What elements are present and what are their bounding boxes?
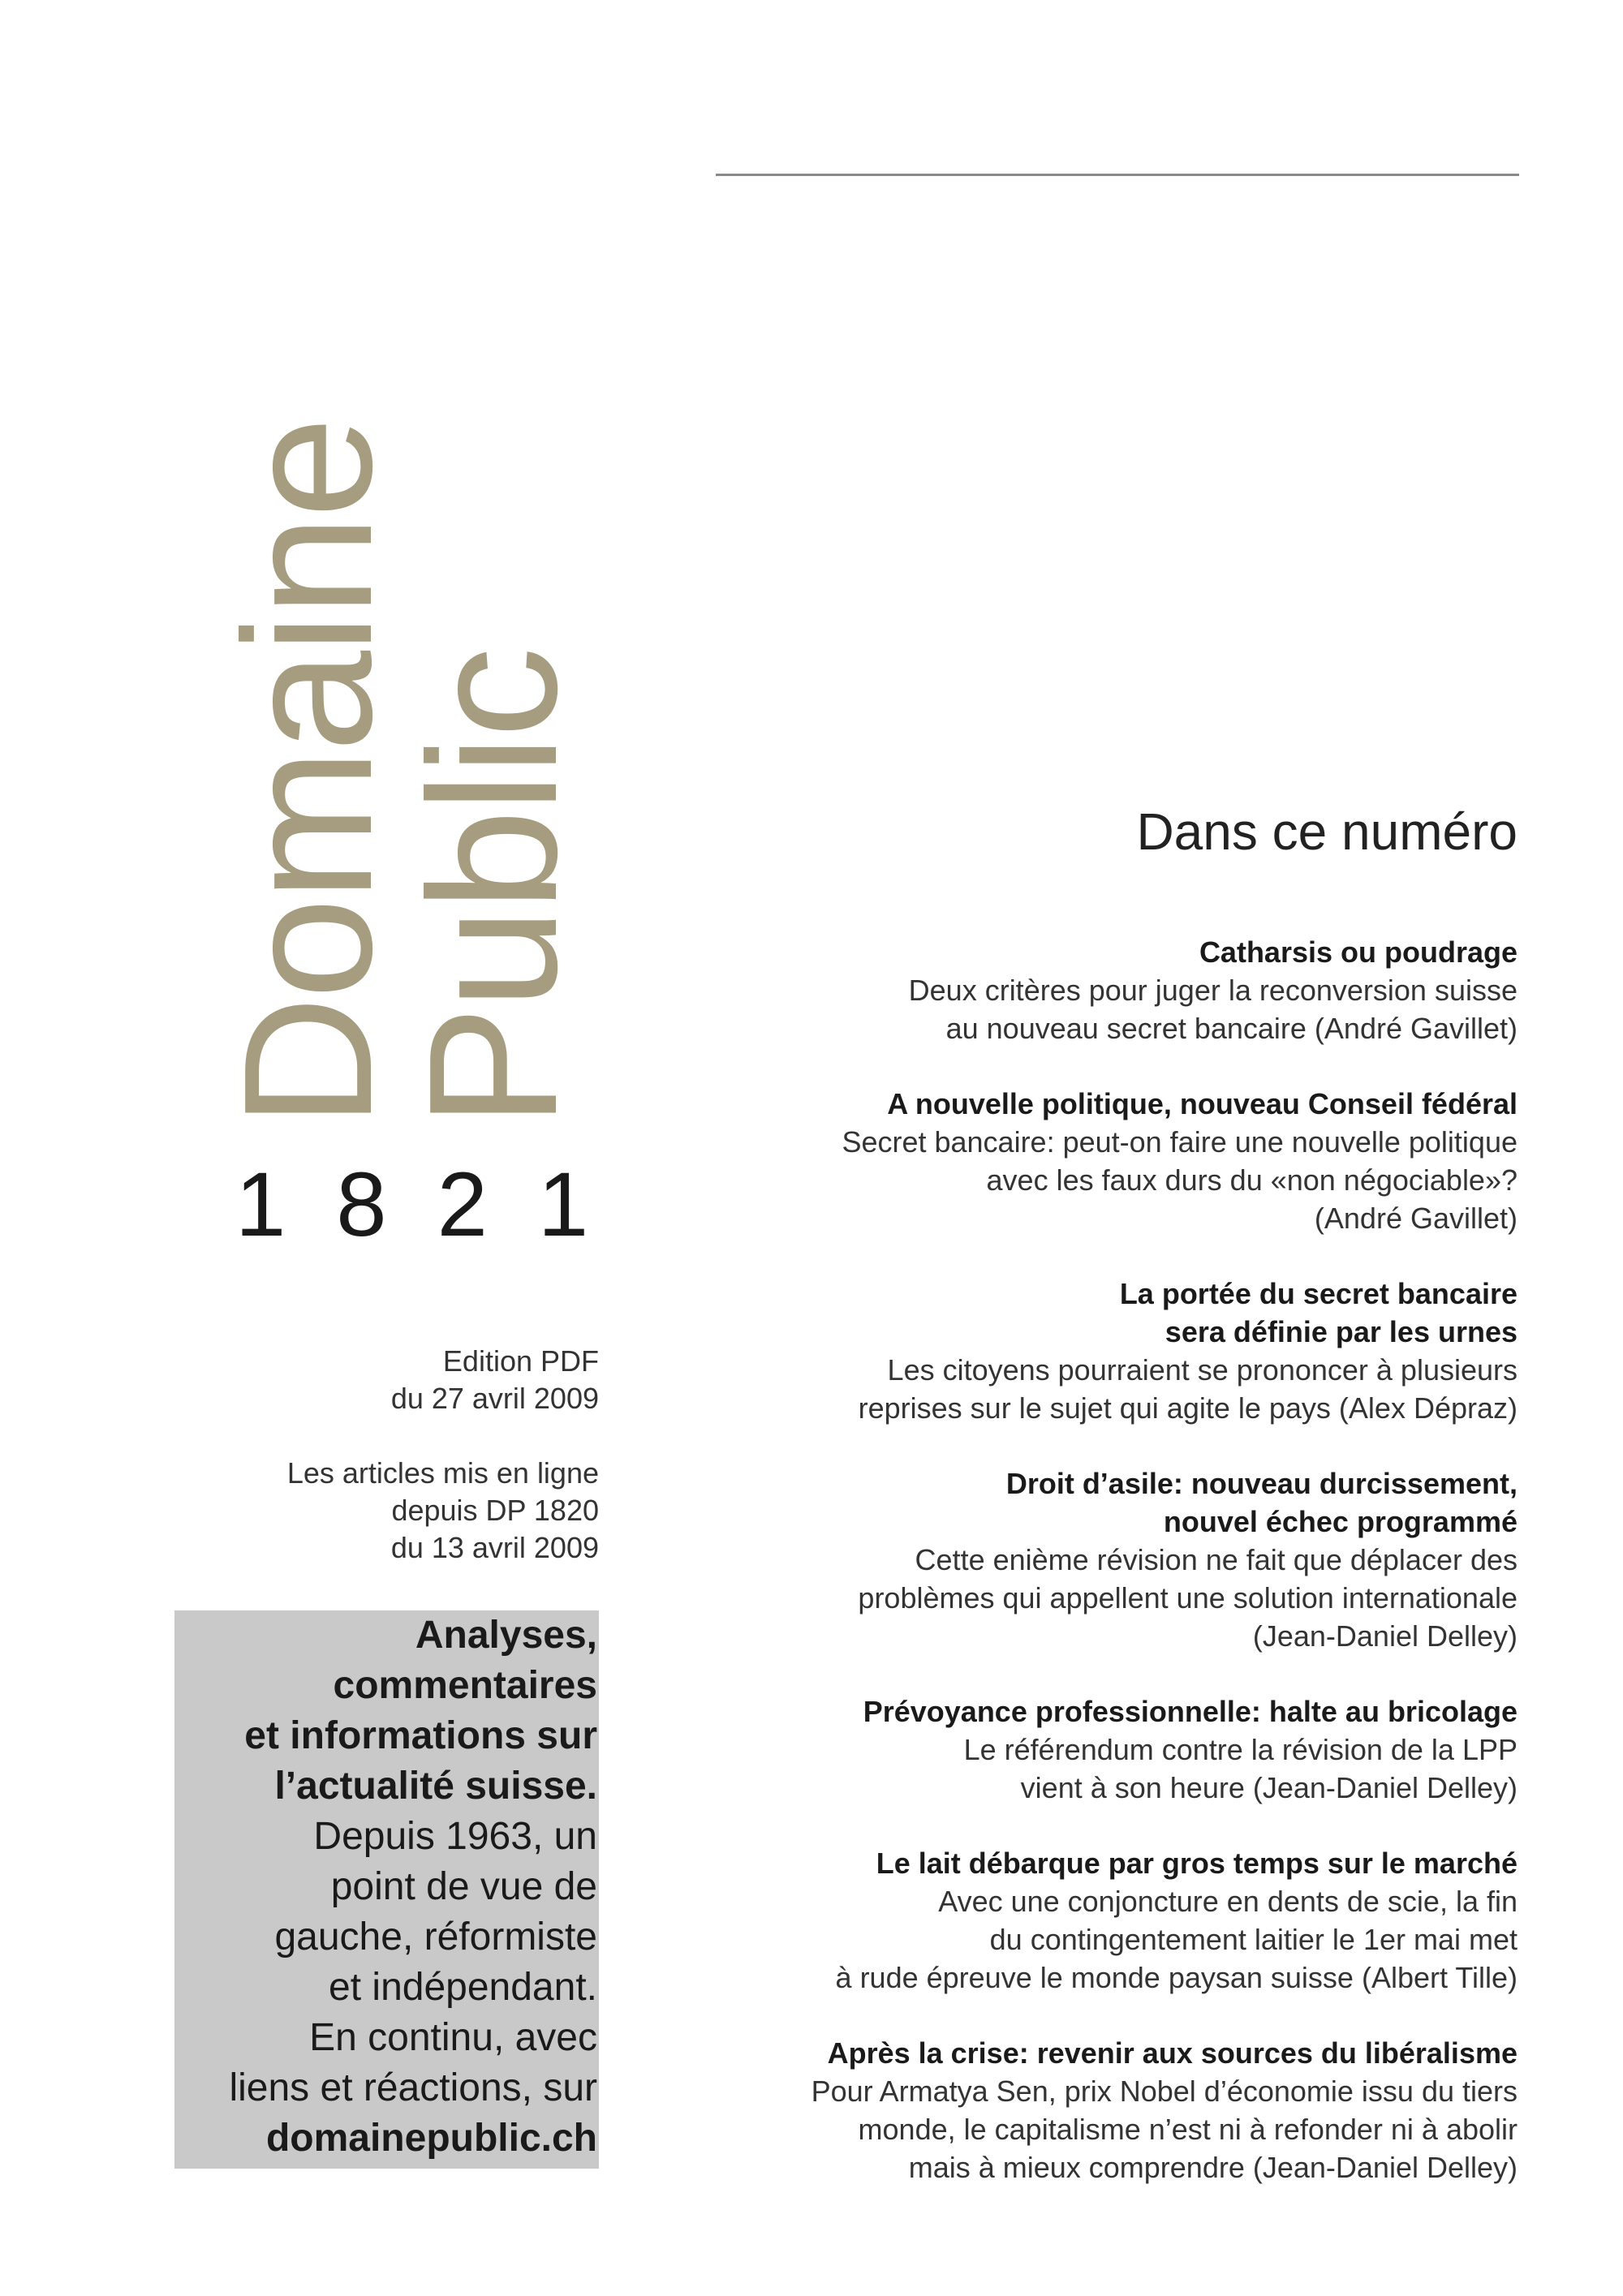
table-of-contents: [706, 933, 1518, 2224]
toc-item-description: du contingentement laitier le 1er mai met: [989, 1923, 1518, 1956]
toc-item[interactable]: [706, 1692, 1518, 1807]
articles-since: depuis DP 1820: [391, 1494, 599, 1527]
toc-item[interactable]: [706, 1275, 1518, 1427]
tagline-bold-line: commentaires: [333, 1664, 597, 1707]
tagline-bold-line: Analyses,: [415, 1614, 597, 1657]
masthead-title-line-1: Domaine: [205, 419, 410, 1128]
edition-label: Edition PDF: [442, 1344, 599, 1378]
toc-item-heading: Droit d’asile: nouveau durcissement,: [1005, 1467, 1518, 1500]
toc-item-heading: Catharsis ou poudrage: [1199, 935, 1518, 969]
tagline-line: En continu, avec: [309, 2016, 597, 2059]
toc-item-description: mais à mieux comprendre (Jean-Daniel Delley): [908, 2151, 1518, 2184]
tagline-bold-line: et informations sur: [244, 1714, 597, 1757]
toc-item-heading: Prévoyance professionnelle: halte au bricolage: [863, 1695, 1518, 1728]
toc-item-description: Le référendum contre la révision de la LPP: [963, 1733, 1518, 1766]
header-rule: [716, 174, 1519, 176]
toc-item[interactable]: [706, 933, 1518, 1047]
toc-item[interactable]: [706, 1844, 1518, 1997]
articles-date: du 13 avril 2009: [390, 1531, 599, 1564]
toc-item-heading: Après la crise: revenir aux sources du libéralisme: [827, 2036, 1518, 2070]
toc-item-description: vient à son heure (Jean-Daniel Delley): [1020, 1771, 1518, 1804]
toc-item[interactable]: [706, 1085, 1518, 1237]
website-link[interactable]: domainepublic.ch: [265, 2117, 597, 2160]
tagline-bold-line: l’actualité suisse.: [274, 1765, 597, 1808]
toc-item-heading: Le lait débarque par gros temps sur le marché: [876, 1847, 1518, 1880]
tagline-box: [174, 1610, 599, 2169]
masthead-title-line-2: Public: [390, 650, 595, 1128]
toc-item-description: Pour Armatya Sen, prix Nobel d’économie issu du tiers: [811, 2075, 1518, 2108]
toc-item-description: problèmes qui appellent une solution internationale: [858, 1581, 1518, 1615]
toc-item-description: (Jean-Daniel Delley): [1252, 1619, 1518, 1653]
edition-date: du 27 avril 2009: [390, 1382, 599, 1415]
toc-item-description: monde, le capitalisme n’est ni à refonder ni à abolir: [858, 2113, 1518, 2146]
toc-item[interactable]: [706, 2034, 1518, 2186]
toc-title: Dans ce numéro: [1136, 802, 1518, 861]
toc-item-description: Les citoyens pourraient se prononcer à plusieurs: [887, 1353, 1518, 1387]
toc-item-description: Deux critères pour juger la reconversion suisse: [908, 974, 1518, 1007]
edition-info: [226, 1343, 599, 1567]
toc-item-description: Secret bancaire: peut-on faire une nouvelle politique: [842, 1125, 1518, 1159]
tagline-line: gauche, réformiste: [274, 1915, 597, 1958]
articles-label: Les articles mis en ligne: [286, 1456, 599, 1490]
toc-item-description: (André Gavillet): [1314, 1202, 1518, 1235]
toc-item-description: Avec une conjoncture en dents de scie, la fin: [938, 1885, 1518, 1918]
toc-item-description: à rude épreuve le monde paysan suisse (Albert Tille): [835, 1961, 1518, 1994]
tagline-line: Depuis 1963, un: [313, 1815, 597, 1858]
toc-item-description: au nouveau secret bancaire (André Gavillet): [945, 1012, 1518, 1045]
toc-item-heading: La portée du secret bancaire: [1119, 1277, 1518, 1310]
tagline-line: et indépendant.: [329, 1966, 597, 2009]
toc-item-heading: nouvel échec programmé: [1163, 1505, 1518, 1538]
masthead-title: [205, 154, 596, 1128]
toc-item-description: avec les faux durs du «non négociable»?: [986, 1163, 1518, 1197]
issue-number: 1821: [235, 1154, 639, 1255]
toc-item-description: reprises sur le sujet qui agite le pays (Alex Dépraz): [858, 1391, 1518, 1425]
toc-item-description: Cette enième révision ne fait que déplacer des: [915, 1543, 1518, 1576]
tagline-line: point de vue de: [330, 1865, 597, 1908]
tagline-line: liens et réactions, sur: [229, 2066, 597, 2109]
toc-item-heading: A nouvelle politique, nouveau Conseil fédéral: [887, 1087, 1518, 1120]
toc-item[interactable]: [706, 1464, 1518, 1655]
toc-item-heading: sera définie par les urnes: [1165, 1315, 1518, 1348]
